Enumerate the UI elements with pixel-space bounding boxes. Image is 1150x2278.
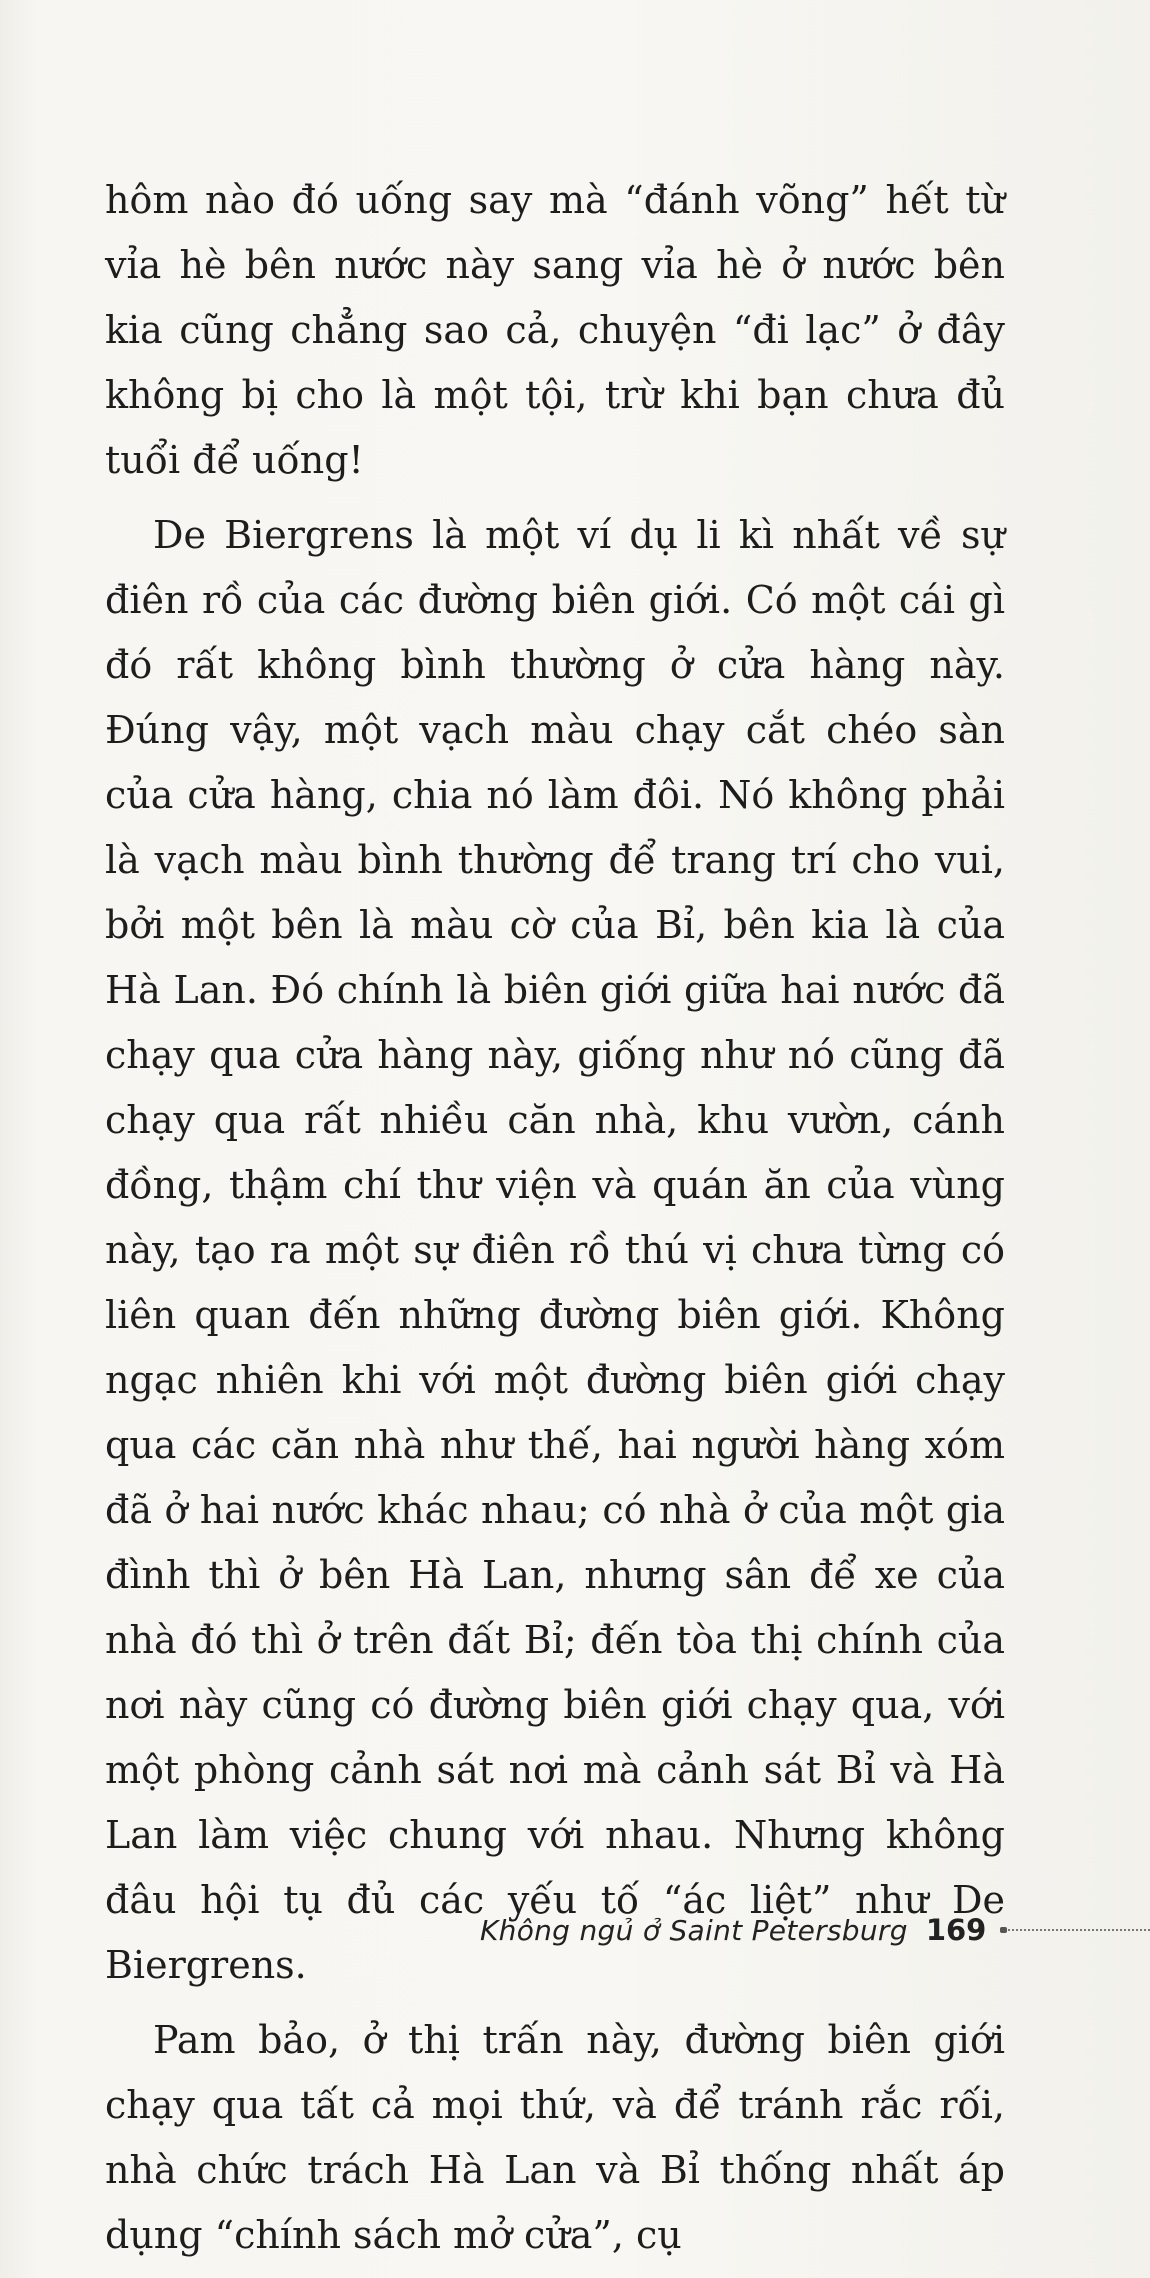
- page-body: [105, 168, 1005, 2278]
- paragraph-3: Pam bảo, ở thị trấn này, đường biên giới chạy qua tất cả mọi thứ, và để tránh rắc rối, nhà chức trách Hà Lan và Bỉ thống nhất áp dụng “chính sách mở cửa”, cụ: [105, 2018, 1005, 2257]
- page-number: 169: [925, 1913, 987, 1947]
- paragraph-1: hôm nào đó uống say mà “đánh võng” hết từ vỉa hè bên nước này sang vỉa hè ở nước bên kia cũng chẳng sao cả, chuyện “đi lạc” ở đây không bị cho là một tội, trừ khi bạn chưa đủ tuổi để uống!: [105, 178, 1005, 482]
- footer-rule: [1000, 1929, 1150, 1931]
- running-title: Không ngủ ở Saint Petersburg: [480, 1913, 908, 1947]
- paragraph-2: De Biergrens là một ví dụ li kì nhất về sự điên rồ của các đường biên giới. Có một cái gì đó rất không bình thường ở cửa hàng này. Đúng vậy, một vạch màu chạy cắt chéo sàn của cửa hàng, chia nó làm đôi. Nó không phải là vạch màu bình thường để trang trí cho vui, bởi một bên là màu cờ của Bỉ, bên kia là của Hà Lan. Đó chính là biên giới giữa hai nước đã chạy qua cửa hàng này, giống như nó cũng đã chạy qua rất nhiều căn nhà, khu vườn, cánh đồng, thậm chí thư viện và quán ăn của vùng này, tạo ra một sự điên rồ thú vị chưa từng có liên quan đến những đường biên giới. Không ngạc nhiên khi với một đường biên giới chạy qua các căn nhà như thế, hai người hàng xóm đã ở hai nước khác nhau; có nhà ở của một gia đình thì ở bên Hà Lan, nhưng sân để xe của nhà đó thì ở trên đất Bỉ; đến tòa thị chính của nơi này cũng có đường biên giới chạy qua, với một phòng cảnh sát nơi mà cảnh sát Bỉ và Hà Lan làm việc chung với nhau. Nhưng không đâu hội tụ đủ các yếu tố “ác liệt” như De Biergrens.: [105, 513, 1005, 1987]
- page-footer: [480, 1900, 1150, 1960]
